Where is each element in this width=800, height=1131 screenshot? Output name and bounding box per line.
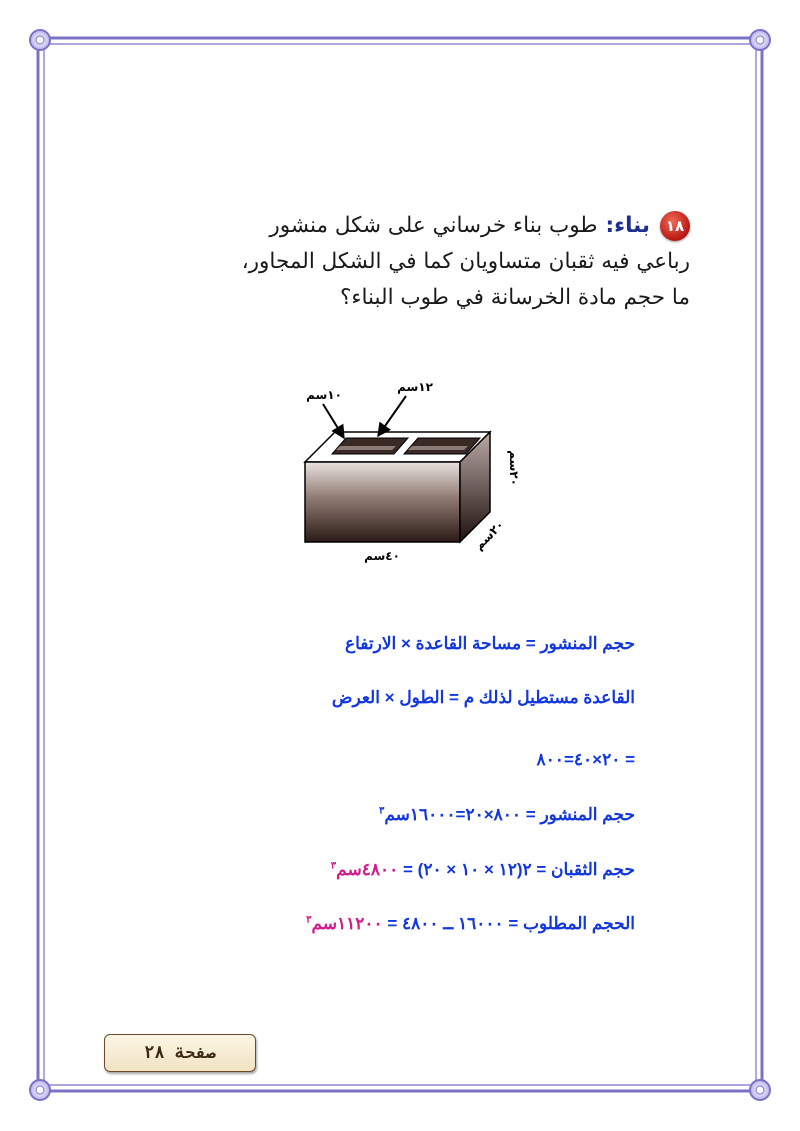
solution-line-4-text: حجم المنشور = ٨٠٠×٢٠=١٦٠٠٠سم — [384, 805, 635, 824]
concrete-block-figure — [270, 370, 530, 570]
problem-line-1-text: طوب بناء خرساني على شكل منشور — [269, 213, 598, 238]
label-block-height: ٢٠سم — [507, 450, 521, 486]
problem-line-1 — [110, 208, 690, 244]
label-hole-width: ١٠سم — [306, 388, 342, 402]
solution-line-2: القاعدة مستطيل لذلك م = الطول × العرض — [331, 688, 635, 707]
problem-keyword: بناء: — [605, 213, 650, 238]
solution-line-6-result: ١١٢٠٠سم — [311, 914, 383, 933]
solution-line-5-exponent: ٣ — [330, 860, 337, 872]
solution-line-1: حجم المنشور = مساحة القاعدة × الارتفاع — [344, 634, 635, 653]
label-block-length: ٤٠سم — [364, 549, 400, 563]
block-front-face — [305, 462, 460, 542]
arrow-hole-length — [378, 396, 406, 436]
page-number-label: صفحة ٢٨ — [104, 1034, 256, 1072]
problem-statement — [110, 208, 690, 316]
solution-line-5-text: حجم الثقبان = ٢(١٢ × ١٠ × ٢٠) = — [398, 860, 635, 879]
solution-line-4-exponent: ٣ — [378, 805, 385, 817]
solution-line-6-exponent: ٣ — [306, 914, 312, 926]
problem-line-2: رباعي فيه ثقبان متساويان كما في الشكل المجاور، — [241, 249, 690, 274]
solution-line-6-text: الحجم المطلوب = ١٦٠٠٠ ــ ٤٨٠٠ = — [382, 914, 635, 933]
solution-line-6 — [306, 914, 635, 934]
problem-line-3: ما حجم مادة الخرسانة في طوب البناء؟ — [339, 285, 690, 310]
solution-line-5-result: ٤٨٠٠سم — [336, 860, 399, 879]
solution-line-5 — [331, 860, 635, 880]
solution-line-4 — [379, 805, 635, 825]
problem-number-badge: ١٨ — [660, 211, 690, 241]
label-hole-length: ١٢سم — [397, 380, 433, 394]
solution-line-3: = ٢٠×٤٠=٨٠٠ — [536, 750, 635, 769]
label-block-depth: ٢٠سم — [471, 517, 507, 553]
